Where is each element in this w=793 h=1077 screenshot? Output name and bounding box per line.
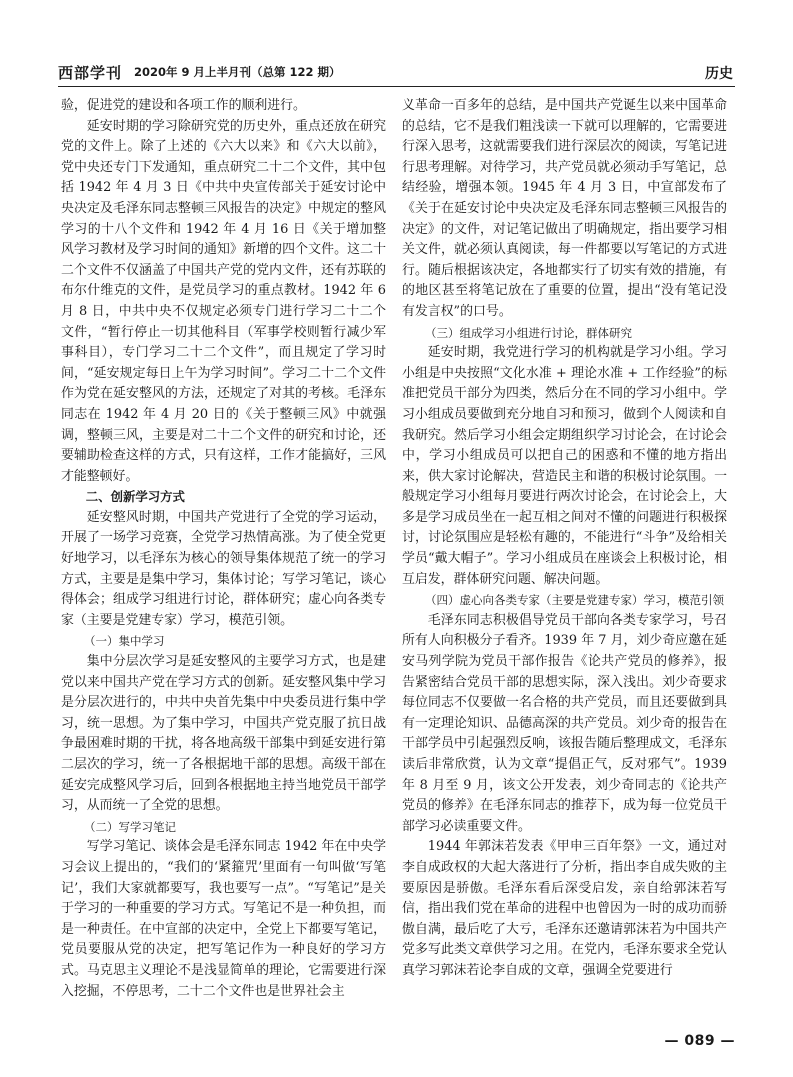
section-heading: （二）写学习笔记 [84,819,176,834]
section-heading: （一）集中学习 [84,634,165,649]
paragraph: 验，促进党的建设和各项工作的顺利进行。 [61,98,306,113]
page-number: — 089 — [664,1033,735,1049]
paragraph: 延安时期的学习除研究党的历史外，重点还放在研究党的文件上。除了上述的《六大以来》和《六大以前》，党中央还专门下发通知，重点研究二十二个文件，其中包括 1942 年 4 月 3 日《中共中央宣传部关于延安讨论中央决定及毛泽东同志整顿三风报告的决定》中规定的整风学习的十八个文件和 1942 年 4 月 16 日《关于增加整风学习教材及学习时间的通知》新增的四个文件。这二十二个文件不仅涵盖了中国共产党的党内文件，还有苏联的布尔什维克的文件，是党员学习的重点教材。1942 年 6 月 8 日，中共中央不仅规定必须专门进行学习二十二个文件，“暂行停止一切其他科目（军事学校则暂行减少军事科目），专门学习二十二个文件”，而且规定了学习时间，“延安规定每日上午为学习时间”。学习二十二个文件作为党在延安整风的方法，还规定了对其的考核。毛泽东同志在 1942 年 4 月 20 日的《关于整顿三风》中就强调，整顿三风，主要是对二十二个文件的研究和讨论，还要辅助检查这样的方式，只有这样，工作才能搞好，三风才能整顿好。 [61,118,386,484]
section-heading: （四）虚心向各类专家（主要是党建专家）学习，模范引领 [425,593,724,608]
paragraph: 延安整风时期，中国共产党进行了全党的学习运动，开展了一场学习竞赛，全党学习热情高涨。为了使全党更好地学习，以毛泽东为核心的领导集体规范了统一的学习方式，主要是是集中学习，集体讨论；写学习笔记，谈心得体会；组成学习组进行讨论，群体研究；虚心向各类专家（主要是党建专家）学习，模范引领。 [61,509,386,628]
section-heading: 二、创新学习方式 [85,489,185,505]
right-text-column [402,96,727,982]
page-header [58,60,735,87]
paragraph: 延安时期，我党进行学习的机构就是学习小组。学习小组是中央按照“文化水准 + 理论水准 + 工作经验”的标准把党员干部分为四类，然后分在不同的学习小组中。学习小组成员要做到充分地自习和预习，做到个人阅读和自我研究。然后学习小组会定期组织学习讨论会，在讨论会中，学习小组成员可以把自己的困惑和不懂的地方指出来，供大家讨论解决，营造民主和谐的积极讨论氛围。一般规定学习小组每月要进行两次讨论会，在讨论会上，大多是学习成员坐在一起互相之间对不懂的问题进行积极探讨，讨论氛围应是轻松有趣的，不能进行“斗争”及给相关学员“戴大帽子”。学习小组成员在座谈会上积极讨论，相互启发，群体研究问题、解决问题。 [402,345,727,587]
section-heading: （三）组成学习小组进行讨论，群体研究 [425,325,632,340]
paragraph: 写学习笔记、谈体会是毛泽东同志 1942 年在中央学习会议上提出的，“我们的‘紧箍咒’里面有一句叫做‘写笔记’，我们大家就都要写，我也要写一点”。“写笔记”是关于学习的一种重要的学习方式。写笔记不是一种负担，而是一种责任。在中宣部的决定中，全党上下都要写笔记，党员要服从党的决定，把写笔记作为一种良好的学习方式。马克思主义理论不是浅显简单的理论，它需要进行深入挖掘，不停思考，二十二个文件也是世界社会主 [61,839,386,999]
issue-info: 2020年 9 月上半月刊（总第 122 期） [134,65,341,79]
paragraph: 1944 年郭沫若发表《甲申三百年祭》一文，通过对李自成政权的大起大落进行了分析，指出李自成失败的主要原因是骄傲。毛泽东看后深受启发，亲自给郭沫若写信，指出我们党在革命的进程中也曾因为一时的成功而骄傲自满，最后吃了大亏，毛泽东还邀请郭沫若为中国共产党多写此类文章供学习之用。在党内，毛泽东要求全党认真学习郭沫若论李自成的文章，强调全党要进行 [402,839,727,978]
left-text-column [61,96,386,1002]
journal-masthead: 西部学刊 [58,64,123,82]
paragraph: 毛泽东同志积极倡导党员干部向各类专家学习，号召所有人向积极分子看齐。1939 年 7 月，刘少奇应邀在延安马列学院为党员干部作报告《论共产党员的修养》，报告紧密结合党员干部的思想实际，深入浅出。刘少奇要求每位同志不仅要做一名合格的共产党员，而且还要做到具有一定理论知识、品德高深的共产党员。刘少奇的报告在干部学员中引起强烈反响，该报告随后整理成文，毛泽东读后非常欣赏，认为文章“提倡正气，反对邪气”。1939 年 8 月至 9 月，该文公开发表，刘少奇同志的《论共产党员的修养》在毛泽东同志的推荐下，成为每一位党员干部学习必读重要文件。 [402,612,727,834]
paragraph: 集中分层次学习是延安整风的主要学习方式，也是建党以来中国共产党在学习方式的创新。延安整风集中学习是分层次进行的，中共中央首先集中中央委员进行集中学习，统一思想。为了集中学习，中国共产党克服了抗日战争最困难时期的干扰，将各地高级干部集中到延安进行第二层次的学习，统一了各根据地干部的思想。高级干部在延安完成整风学习后，回到各根据地主持当地党员干部学习，从而统一了全党的思想。 [61,654,386,814]
paragraph: 义革命一百多年的总结，是中国共产党诞生以来中国革命的总结，它不是我们粗浅读一下就可以理解的，它需要进行深入思考，这就需要我们进行深层次的阅读，写笔记进行思考理解。对待学习，共产党员就必须动手写笔记，总结经验，增强本领。1945 年 4 月 3 日，中宣部发布了《关于在延安讨论中央决定及毛泽东同志整顿三风报告的决定》的文件，对记笔记做出了明确规定，指出要学习相关文件，就必须认真阅读，每一件都要以写笔记的方式进行。随后根据该决定，各地都实行了切实有效的措施，有的地区甚至将笔记放在了重要的位置，提出“没有笔记没有发言权”的口号。 [402,98,727,319]
section-label: 历史 [705,66,733,82]
